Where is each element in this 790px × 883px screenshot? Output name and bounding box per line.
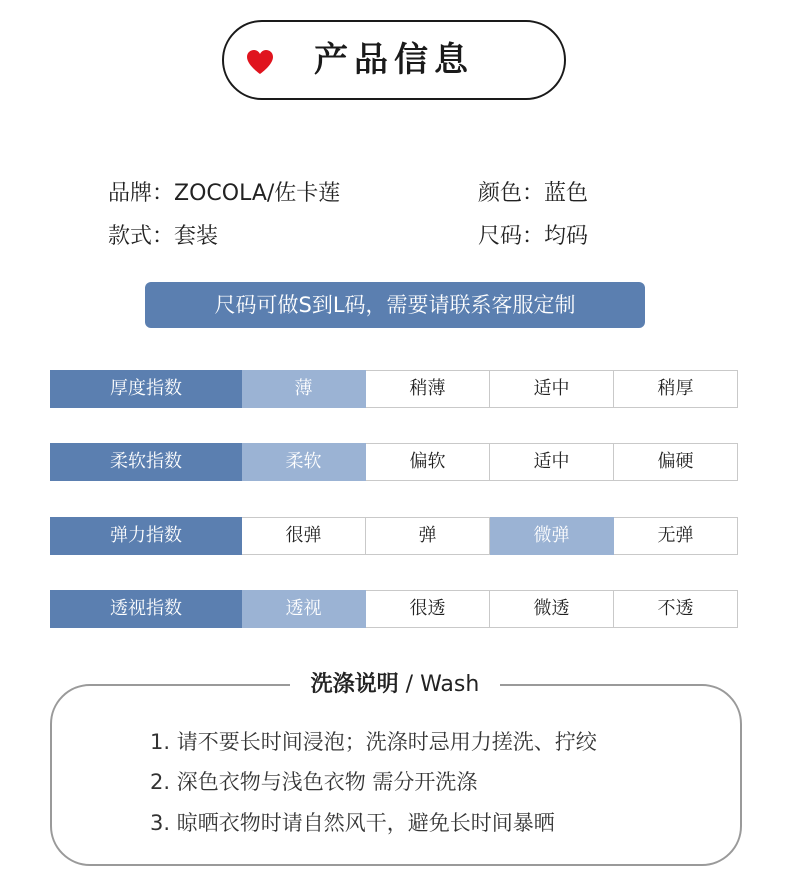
brand-value: ZOCOLA/佐卡莲 [174, 181, 341, 206]
index-option: 偏软 [366, 443, 490, 481]
index-option: 无弹 [614, 517, 738, 555]
index-label: 厚度指数 [50, 370, 242, 408]
index-label: 柔软指数 [50, 443, 242, 481]
wash-title-en: / Wash [398, 672, 480, 697]
index-option: 稍厚 [614, 370, 738, 408]
thickness-index-row [50, 370, 740, 408]
index-option: 弹 [366, 517, 490, 555]
index-option: 微透 [490, 590, 614, 628]
style-value: 套装 [174, 224, 219, 249]
wash-item: 1. 请不要长时间浸泡；洗涤时忌用力搓洗、拧绞 [150, 730, 597, 754]
wash-title [290, 668, 500, 702]
style-label: 款式： [108, 224, 175, 249]
color-value: 蓝色 [544, 181, 589, 206]
heart-icon [246, 49, 274, 75]
index-option: 很弹 [242, 517, 366, 555]
size-label: 尺码： [478, 224, 545, 249]
index-option: 适中 [490, 443, 614, 481]
section-title-pill [222, 20, 566, 100]
index-option: 很透 [366, 590, 490, 628]
color-label: 颜色： [478, 181, 545, 206]
index-label: 透视指数 [50, 590, 242, 628]
index-option: 不透 [614, 590, 738, 628]
color-info [478, 180, 588, 208]
index-option: 适中 [490, 370, 614, 408]
brand-label: 品牌： [108, 181, 175, 206]
style-info [108, 223, 218, 251]
index-option: 偏硬 [614, 443, 738, 481]
elasticity-index-row [50, 517, 740, 555]
size-info [478, 223, 588, 251]
wash-item: 2. 深色衣物与浅色衣物 需分开洗涤 [150, 770, 478, 794]
transparency-index-row [50, 590, 740, 628]
softness-index-row [50, 443, 740, 481]
index-label: 弹力指数 [50, 517, 242, 555]
size-value: 均码 [544, 224, 589, 249]
index-option: 稍薄 [366, 370, 490, 408]
brand-info [108, 180, 340, 208]
wash-item: 3. 晾晒衣物时请自然风干，避免长时间暴晒 [150, 811, 555, 835]
page-title: 产品信息 [314, 40, 474, 80]
index-option: 微弹 [490, 517, 614, 555]
wash-title-cn: 洗涤说明 [310, 672, 399, 697]
index-option: 透视 [242, 590, 366, 628]
index-option: 薄 [242, 370, 366, 408]
size-notice-banner: 尺码可做S到L码，需要请联系客服定制 [145, 282, 645, 328]
index-option: 柔软 [242, 443, 366, 481]
